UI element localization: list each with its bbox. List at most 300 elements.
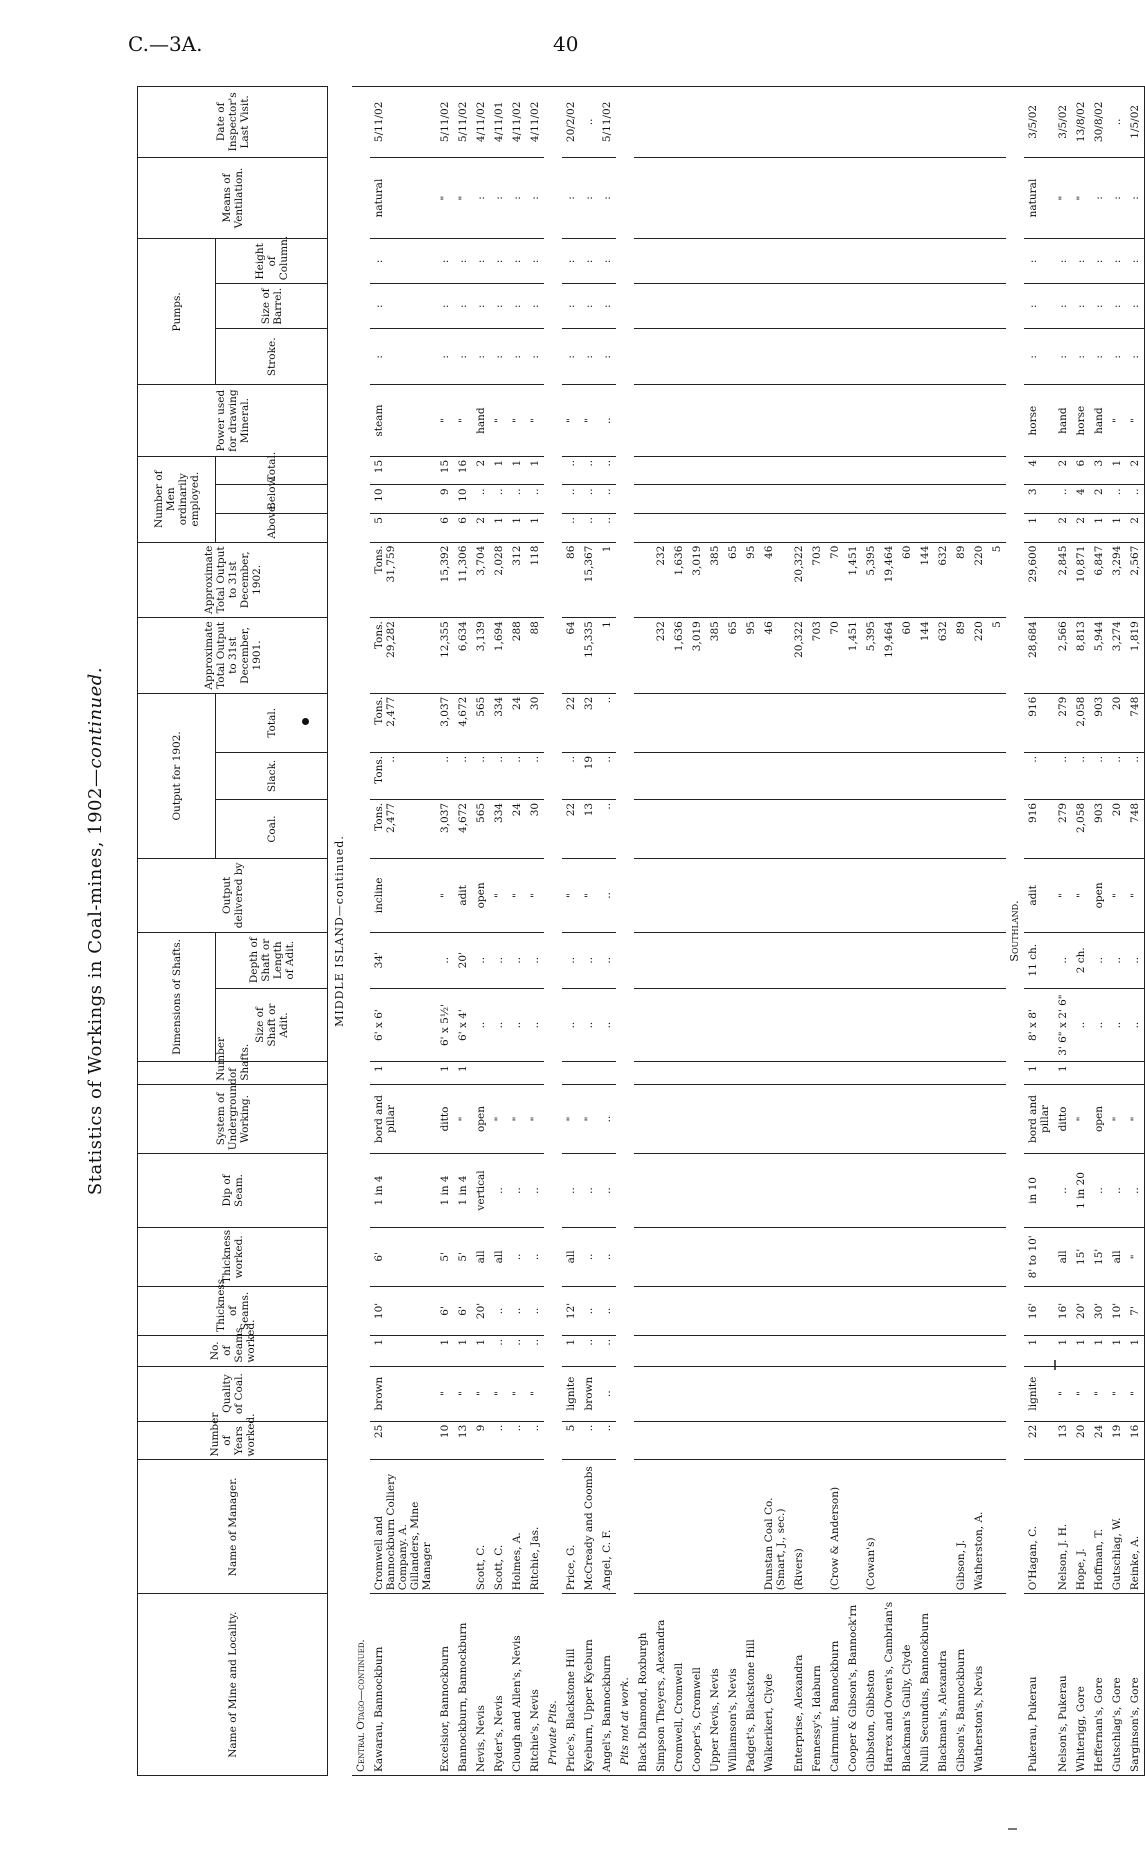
table-cell: 19,464 (880, 542, 898, 618)
table-cell: 3 (1024, 485, 1054, 514)
table-cell: .. (490, 988, 508, 1062)
table-cell (916, 1062, 934, 1084)
table-row (1090, 87, 1108, 1776)
table-cell: " (1126, 1227, 1145, 1286)
table-cell: Cooper & Gibson's, Bannock'rn (844, 1594, 862, 1776)
table-cell: " (436, 157, 454, 239)
table-cell (688, 157, 706, 239)
table-cell: 6 (1072, 456, 1090, 485)
table-cell: 6' (436, 1286, 454, 1335)
table-cell (760, 1154, 790, 1228)
table-cell: Williamson's, Nevis (724, 1594, 742, 1776)
table-cell (790, 1335, 808, 1366)
table-cell (844, 1286, 862, 1335)
table-cell (952, 799, 970, 858)
table-cell: .. (580, 87, 598, 158)
table-cell (826, 1227, 844, 1286)
table-cell (790, 1084, 808, 1153)
table-cell (970, 859, 988, 933)
table-cell (706, 456, 724, 485)
table-cell (790, 1062, 808, 1084)
table-cell: .. (1024, 752, 1054, 799)
table-cell (862, 456, 880, 485)
table-cell (634, 618, 652, 694)
table-cell: 4/11/01 (490, 87, 508, 158)
table-cell: Tons. 2,477 (370, 799, 436, 858)
table-cell: : (454, 284, 472, 329)
table-cell: 2 (472, 456, 490, 485)
table-cell: " (1108, 1084, 1126, 1153)
table-cell: 1 (1090, 514, 1108, 543)
table-cell (952, 87, 970, 158)
table-cell: 6' x 5½' (436, 988, 454, 1062)
table-cell: .. (436, 932, 454, 988)
table-cell: 385 (706, 618, 724, 694)
table-cell (688, 1366, 706, 1421)
table-cell: .. (598, 1084, 616, 1153)
table-cell (724, 1062, 742, 1084)
table-cell (760, 514, 790, 543)
table-cell: 1 (454, 1062, 472, 1084)
table-cell: 9 (436, 485, 454, 514)
table-cell: 20 (1072, 1421, 1090, 1460)
table-cell: 1 (370, 1062, 436, 1084)
table-cell (790, 1227, 808, 1286)
table-cell: 19 (1108, 1421, 1126, 1460)
table-cell: 632 (934, 542, 952, 618)
table-cell (862, 859, 880, 933)
table-cell (706, 87, 724, 158)
table-cell (724, 1084, 742, 1153)
table-cell: 29,600 (1024, 542, 1054, 618)
table-cell (898, 859, 916, 933)
table-cell: .. (1108, 752, 1126, 799)
table-cell (490, 1062, 508, 1084)
table-cell: .. (1072, 752, 1090, 799)
table-cell (760, 693, 790, 752)
table-cell: " (1072, 1084, 1090, 1153)
table-cell (862, 239, 880, 284)
table-cell: " (1126, 385, 1145, 456)
table-cell: lignite (1024, 1366, 1054, 1421)
table-cell: 1,636 (670, 542, 688, 618)
table-cell: 279 (1054, 693, 1072, 752)
table-cell (898, 1366, 916, 1421)
table-cell: Kawarau, Bannockburn (370, 1594, 436, 1776)
table-cell (760, 1084, 790, 1153)
col-header-above: Above. (216, 514, 328, 543)
table-cell: .. (580, 932, 598, 988)
table-cell (760, 385, 790, 456)
table-cell: " (562, 385, 580, 456)
table-cell (742, 157, 760, 239)
table-cell (898, 1227, 916, 1286)
table-cell (454, 1460, 472, 1594)
table-cell: : (508, 284, 526, 329)
table-cell: .. (562, 1154, 580, 1228)
table-cell: : (1024, 284, 1054, 329)
table-cell (670, 514, 688, 543)
table-cell: adit (454, 859, 472, 933)
table-cell: .. (1072, 988, 1090, 1062)
table-cell: " (508, 1084, 526, 1153)
col-header-dip: Dip of Seam. (138, 1154, 328, 1228)
table-cell: .. (598, 693, 616, 752)
table-cell (934, 988, 952, 1062)
table-cell (862, 1084, 880, 1153)
table-cell (826, 514, 844, 543)
table-cell: " (526, 859, 544, 933)
table-cell (952, 932, 970, 988)
table-cell (724, 799, 742, 858)
table-cell (988, 752, 1006, 799)
table-cell: Ritchie's, Nevis (526, 1594, 544, 1776)
table-cell (808, 1084, 826, 1153)
table-cell (934, 284, 952, 329)
table-cell: : (1090, 329, 1108, 385)
table-cell (706, 284, 724, 329)
table-cell: .. (508, 752, 526, 799)
table-cell: Reinke, A. (1126, 1460, 1145, 1594)
table-cell: " (580, 1084, 598, 1153)
table-cell: 10' (370, 1286, 436, 1335)
table-cell (934, 1084, 952, 1153)
table-cell: 46 (760, 618, 790, 694)
table-cell: Ryder's, Nevis (490, 1594, 508, 1776)
table-cell (916, 514, 934, 543)
table-cell (862, 329, 880, 385)
table-cell: 22 (562, 799, 580, 858)
table-cell: : (436, 284, 454, 329)
table-cell (898, 752, 916, 799)
table-cell (790, 932, 808, 988)
table-cell: " (490, 859, 508, 933)
table-cell (952, 329, 970, 385)
table-body (328, 87, 1145, 1776)
table-row (916, 87, 934, 1776)
table-cell (952, 1227, 970, 1286)
table-cell (934, 456, 952, 485)
table-cell (634, 485, 652, 514)
table-cell (688, 284, 706, 329)
table-cell: .. (598, 752, 616, 799)
table-cell (808, 1286, 826, 1335)
table-cell: " (1126, 1084, 1145, 1153)
table-row (808, 87, 826, 1776)
table-cell: 2 (1054, 514, 1072, 543)
table-cell (844, 87, 862, 158)
table-cell (634, 799, 652, 858)
table-cell (934, 1286, 952, 1335)
table-cell: 565 (472, 799, 490, 858)
table-cell (634, 1421, 652, 1460)
table-cell (652, 1154, 670, 1228)
table-cell: " (1126, 1366, 1145, 1421)
table-cell (724, 1460, 742, 1594)
table-cell (670, 1286, 688, 1335)
table-cell (706, 932, 724, 988)
table-cell (970, 1366, 988, 1421)
table-cell (952, 485, 970, 514)
table-cell: 1 in 4 (454, 1154, 472, 1228)
table-cell: 10 (370, 485, 436, 514)
table-cell (916, 1460, 934, 1594)
table-cell (862, 87, 880, 158)
table-cell (670, 1421, 688, 1460)
table-cell: McCready and Coombs (580, 1460, 598, 1594)
table-cell (916, 87, 934, 158)
table-cell: 903 (1090, 799, 1108, 858)
table-cell: 232 (652, 618, 670, 694)
table-row (580, 87, 598, 1776)
table-cell (934, 385, 952, 456)
table-cell: : (562, 157, 580, 239)
table-cell: 9 (472, 1421, 490, 1460)
table-cell: : (1108, 157, 1126, 239)
table-cell (898, 1084, 916, 1153)
group-label-row (544, 87, 562, 1776)
table-cell (952, 752, 970, 799)
table-cell (688, 752, 706, 799)
table-cell: : (562, 239, 580, 284)
table-cell (862, 385, 880, 456)
table-cell: all (1108, 1227, 1126, 1286)
table-cell (634, 1154, 652, 1228)
table-cell: " (1072, 859, 1090, 933)
table-cell (898, 1421, 916, 1460)
table-cell: 2 (1054, 456, 1072, 485)
table-cell (862, 693, 880, 752)
table-row (634, 87, 652, 1776)
table-cell (934, 1421, 952, 1460)
table-cell (790, 157, 808, 239)
table-cell (844, 752, 862, 799)
table-cell: 10 (454, 485, 472, 514)
table-cell: 1,451 (844, 542, 862, 618)
table-cell: 13/8/02 (1072, 87, 1090, 158)
table-cell (706, 157, 724, 239)
col-header-men: Number of Men ordinarily employed. (138, 456, 216, 542)
table-cell: Dunstan Coal Co. (Smart, J., sec.) (760, 1460, 790, 1594)
table-cell: .. (580, 1286, 598, 1335)
table-cell (652, 485, 670, 514)
table-cell: 4/11/02 (472, 87, 490, 158)
table-cell (688, 1227, 706, 1286)
table-cell (688, 1460, 706, 1594)
table-cell (634, 385, 652, 456)
group-label: Southland. (1006, 87, 1024, 1776)
table-cell (880, 1062, 898, 1084)
table-cell: 15 (370, 456, 436, 485)
col-header-power: Power used for drawing Mineral. (138, 385, 328, 456)
table-cell: 65 (724, 542, 742, 618)
table-cell: 1 (508, 456, 526, 485)
table-cell (652, 157, 670, 239)
table-cell (826, 1335, 844, 1366)
table-cell: : (370, 329, 436, 385)
table-cell (898, 988, 916, 1062)
table-cell (826, 1154, 844, 1228)
table-cell (652, 693, 670, 752)
table-row (760, 87, 790, 1776)
table-cell (862, 1421, 880, 1460)
table-cell: Nelson's, Pukerau (1054, 1594, 1072, 1776)
table-row (670, 87, 688, 1776)
table-cell (652, 1286, 670, 1335)
table-cell: in 10 (1024, 1154, 1054, 1228)
table-cell: horse (1024, 385, 1054, 456)
table-cell (826, 752, 844, 799)
table-cell: Tons. 29,282 (370, 618, 436, 694)
table-cell: .. (1108, 932, 1126, 988)
table-cell: 1 in 4 (370, 1154, 436, 1228)
table-row (1108, 87, 1126, 1776)
table-cell (1108, 1062, 1126, 1084)
table-cell: 8,813 (1072, 618, 1090, 694)
table-cell: natural (370, 157, 436, 239)
table-title (85, 86, 106, 1776)
table-cell (826, 284, 844, 329)
table-cell: .. (526, 932, 544, 988)
table-cell (844, 932, 862, 988)
table-cell: .. (490, 1421, 508, 1460)
table-cell (670, 87, 688, 158)
table-cell (724, 752, 742, 799)
table-cell (880, 87, 898, 158)
table-cell (1090, 1062, 1108, 1084)
table-cell: " (508, 385, 526, 456)
table-cell: : (1054, 284, 1072, 329)
table-cell (934, 932, 952, 988)
table-cell (898, 1286, 916, 1335)
table-cell: hand (1090, 385, 1108, 456)
title-text: Statistics of Workings in Coal-mines, 1902— (85, 768, 106, 1196)
table-cell: 13 (580, 799, 598, 858)
table-cell: 2 (1090, 485, 1108, 514)
table-cell: : (562, 329, 580, 385)
table-cell (634, 329, 652, 385)
table-cell (808, 1227, 826, 1286)
col-header-barrel: Size of Barrel. (216, 284, 328, 329)
table-cell (844, 329, 862, 385)
table-cell (898, 456, 916, 485)
table-cell: 6' (454, 1286, 472, 1335)
table-cell (688, 514, 706, 543)
table-cell: Sarginson's, Gore (1126, 1594, 1145, 1776)
table-cell: " (526, 385, 544, 456)
table-cell: " (436, 859, 454, 933)
table-cell (634, 456, 652, 485)
table-row (970, 87, 988, 1776)
table-cell: Upper Nevis, Nevis (706, 1594, 724, 1776)
table-cell (808, 329, 826, 385)
table-cell: .. (1090, 932, 1108, 988)
table-cell: Hope, J. (1072, 1460, 1090, 1594)
table-cell (988, 329, 1006, 385)
table-cell (670, 932, 688, 988)
table-cell: 312 (508, 542, 526, 618)
table-cell (988, 284, 1006, 329)
col-header-column: Height of Column. (216, 239, 328, 284)
table-cell: 19,464 (880, 618, 898, 694)
table-cell (688, 932, 706, 988)
table-cell (706, 988, 724, 1062)
table-cell (934, 1227, 952, 1286)
table-cell: 32 (580, 693, 598, 752)
col-header-slack: Slack. (216, 752, 328, 799)
table-cell: 7' (1126, 1286, 1145, 1335)
table-cell: .. (472, 485, 490, 514)
table-cell (970, 1421, 988, 1460)
table-cell (988, 1421, 1006, 1460)
table-cell: 1 (370, 1335, 436, 1366)
table-cell (898, 239, 916, 284)
table-cell: Angel, C. F. (598, 1460, 616, 1594)
table-cell (880, 752, 898, 799)
table-cell: 88 (526, 618, 544, 694)
table-cell: : (454, 329, 472, 385)
table-cell: open (1090, 859, 1108, 933)
table-cell: Hoffman, T. (1090, 1460, 1108, 1594)
table-cell (508, 1062, 526, 1084)
table-cell (808, 456, 826, 485)
table-cell (742, 693, 760, 752)
table-cell (688, 859, 706, 933)
table-cell: all (1054, 1227, 1072, 1286)
table-cell: 3,274 (1108, 618, 1126, 694)
table-cell: .. (526, 1421, 544, 1460)
table-cell: .. (580, 1335, 598, 1366)
table-cell: : (526, 329, 544, 385)
table-cell (724, 1421, 742, 1460)
table-row (1126, 87, 1145, 1776)
table-cell: 12,355 (436, 618, 454, 694)
table-cell (634, 157, 652, 239)
table-cell: 334 (490, 693, 508, 752)
table-cell (808, 1460, 826, 1594)
table-cell (988, 1594, 1006, 1776)
table-cell: 65 (724, 618, 742, 694)
table-cell (880, 1227, 898, 1286)
table-cell (652, 752, 670, 799)
table-cell (988, 693, 1006, 752)
table-cell: 6' x 6' (370, 988, 436, 1062)
table-cell (724, 1227, 742, 1286)
table-cell: 279 (1054, 799, 1072, 858)
table-cell: 10,871 (1072, 542, 1090, 618)
table-cell (760, 239, 790, 284)
table-row (862, 87, 880, 1776)
table-cell: .. (598, 485, 616, 514)
table-cell: vertical (472, 1154, 490, 1228)
table-cell (688, 87, 706, 158)
table-cell: .. (508, 1227, 526, 1286)
table-cell (634, 932, 652, 988)
table-cell (790, 859, 808, 933)
table-cell (670, 1335, 688, 1366)
table-cell: steam (370, 385, 436, 456)
table-cell (706, 514, 724, 543)
table-cell: 1 (436, 1062, 454, 1084)
table-row (898, 87, 916, 1776)
table-cell (652, 1227, 670, 1286)
table-cell: 4,672 (454, 799, 472, 858)
col-header-pumps: Pumps. (138, 239, 216, 385)
table-cell (988, 859, 1006, 933)
table-cell (652, 859, 670, 933)
table-cell: 8' x 8' (1024, 988, 1054, 1062)
table-cell (952, 239, 970, 284)
